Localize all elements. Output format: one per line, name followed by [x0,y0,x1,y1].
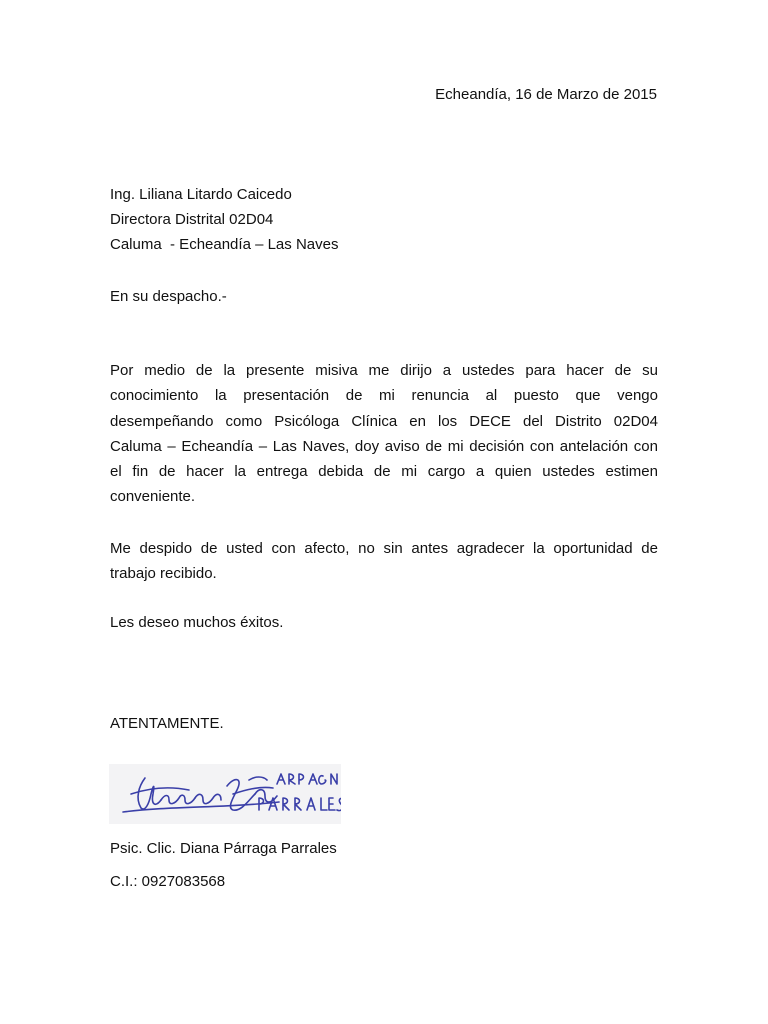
recipient-block [110,182,338,257]
recipient-location: Caluma - Echeandía – Las Naves [110,236,339,253]
closing: ATENTAMENTE. [110,715,224,732]
greeting: En su despacho.- [110,288,227,305]
paragraph-line: Me despido de usted con afecto, no sin antes agradecer la oportunidad de [110,540,658,557]
paragraph-line: trabajo recibido. [110,565,217,583]
body-paragraph-1 [110,358,658,510]
letter-date: Echeandía, 16 de Marzo de 2015 [435,86,657,103]
signer-name: Psic. Clic. Diana Párraga Parrales [110,840,337,857]
paragraph-line: desempeñando como Psicóloga Clínica en los DECE del Distrito 02D04 [110,412,658,430]
recipient-title: Directora Distrital 02D04 [110,211,274,228]
paragraph-line: conveniente. [110,488,196,506]
body-paragraph-3: Les deseo muchos éxitos. [110,614,284,631]
handwritten-signature [109,764,341,824]
signature-scribble [109,764,341,824]
recipient-name: Ing. Liliana Litardo Caicedo [110,186,292,203]
paragraph-line: conocimiento la presentación de mi renuncia al puesto que vengo [110,387,658,405]
paragraph-line: el fin de hacer la entrega debida de mi cargo a quien ustedes estimen [110,463,658,481]
paragraph-line: Caluma – Echeandía – Las Naves, doy aviso de mi decisión con antelación con [110,437,658,455]
body-paragraph-2 [110,536,658,587]
signer-id: C.I.: 0927083568 [110,873,226,890]
paragraph-line: Por medio de la presente misiva me dirijo a ustedes para hacer de su [110,362,658,379]
